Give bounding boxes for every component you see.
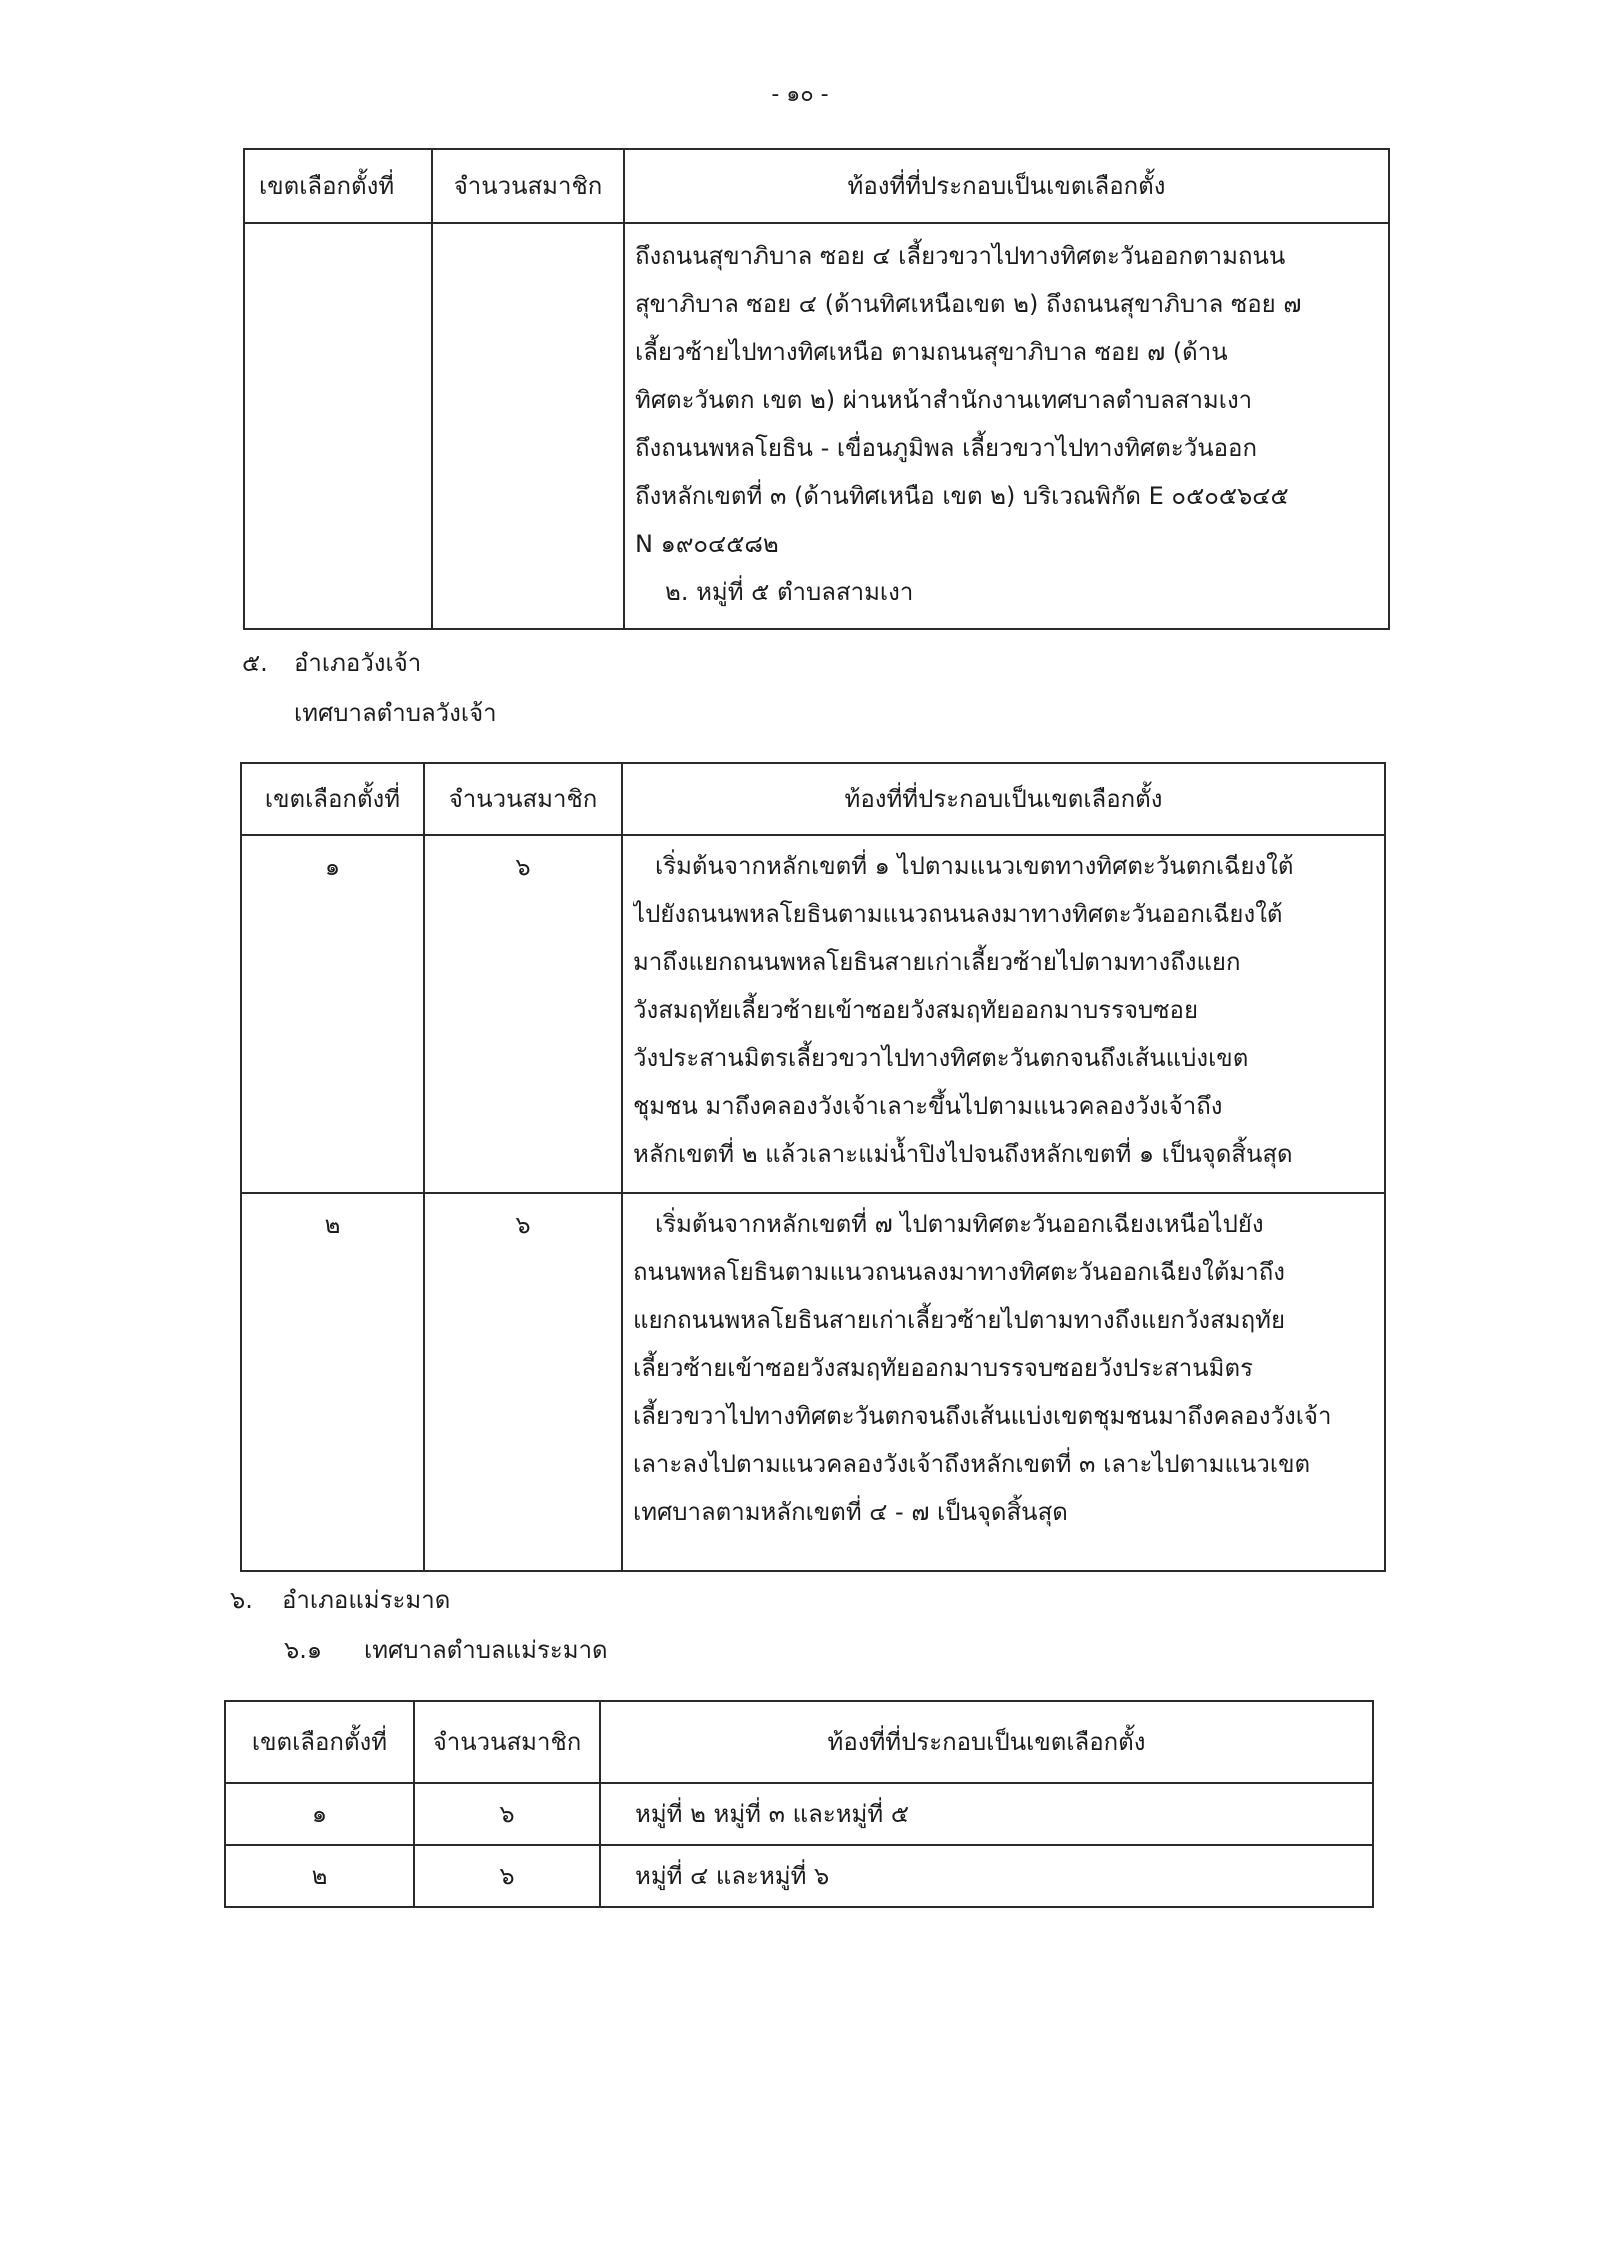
district-table-maeramat (224, 1700, 1374, 1908)
area-line: เลี้ยวซ้ายเข้าซอยวังสมฤทัยออกมาบรรจบซอยวังประสานมิตร (633, 1354, 1253, 1382)
header-area: ท้องที่ที่ประกอบเป็นเขตเลือกตั้ง (622, 763, 1385, 835)
district-cell: ๑ (225, 1783, 414, 1845)
section-number: ๕. (242, 649, 268, 677)
area-cell (622, 835, 1385, 1193)
district-cell: ๒ (241, 1193, 424, 1571)
area-line: วังสมฤทัยเลี้ยวซ้ายเข้าซอยวังสมฤทัยออกมาบรรจบซอย (633, 996, 1199, 1024)
district-cell: ๑ (241, 835, 424, 1193)
header-area: ท้องที่ที่ประกอบเป็นเขตเลือกตั้ง (624, 149, 1389, 223)
section-5-heading (242, 645, 421, 681)
district-cell: ๒ (225, 1845, 414, 1907)
members-cell: ๖ (424, 1193, 622, 1571)
area-line: แยกถนนพหลโยธินสายเก่าเลี้ยวซ้ายไปตามทางถึงแยกวังสมฤทัย (633, 1306, 1286, 1334)
table-header-row (244, 149, 1389, 223)
header-area: ท้องที่ที่ประกอบเป็นเขตเลือกตั้ง (600, 1701, 1373, 1783)
section-title: อำเภอแม่ระมาด (282, 1586, 451, 1614)
area-line: เลี้ยวซ้ายไปทางทิศเหนือ ตามถนนสุขาภิบาล ซอย ๗ (ด้าน (635, 338, 1228, 366)
members-cell: ๖ (424, 835, 622, 1193)
area-subitem: ๒. หมู่ที่ ๕ ตำบลสามเงา (665, 578, 914, 606)
area-line: ไปยังถนนพหลโยธินตามแนวถนนลงมาทางทิศตะวันออกเฉียงใต้ (633, 900, 1283, 928)
table-row (225, 1845, 1373, 1907)
area-line: วังประสานมิตรเลี้ยวขวาไปทางทิศตะวันตกจนถึงเส้นแบ่งเขต (633, 1044, 1249, 1072)
area-line: เลาะลงไปตามแนวคลองวังเจ้าถึงหลักเขตที่ ๓ เลาะไปตามแนวเขต (633, 1450, 1311, 1478)
table-row (225, 1783, 1373, 1845)
area-line: ถนนพหลโยธินตามแนวถนนลงมาทางทิศตะวันออกเฉียงใต้มาถึง (633, 1258, 1285, 1286)
section-title: อำเภอวังเจ้า (294, 649, 422, 677)
area-line: ชุมชน มาถึงคลองวังเจ้าเลาะขึ้นไปตามแนวคลองวังเจ้าถึง (633, 1092, 1223, 1120)
district-table-samngao (243, 148, 1390, 630)
area-line: สุขาภิบาล ซอย ๔ (ด้านทิศเหนือเขต ๒) ถึงถนนสุขาภิบาล ซอย ๗ (635, 290, 1302, 318)
area-line: ถึงถนนพหลโยธิน - เขื่อนภูมิพล เลี้ยวขวาไปทางทิศตะวันออก (635, 434, 1257, 462)
table-header-row (225, 1701, 1373, 1783)
header-members: จำนวนสมาชิก (424, 763, 622, 835)
table-row (241, 835, 1385, 1193)
area-line: N ๑๙๐๔๕๘๒ (635, 530, 779, 558)
header-district: เขตเลือกตั้งที่ (244, 149, 432, 223)
area-line: เลี้ยวขวาไปทางทิศตะวันตกจนถึงเส้นแบ่งเขตชุมชนมาถึงคลองวังเจ้า (633, 1402, 1332, 1430)
section-6-1-subheading (284, 1632, 608, 1668)
district-table-wangchao (240, 762, 1386, 1572)
subsection-title: เทศบาลตำบลแม่ระมาด (364, 1636, 608, 1664)
area-line: มาถึงแยกถนนพหลโยธินสายเก่าเลี้ยวซ้ายไปตามทางถึงแยก (633, 948, 1241, 976)
section-number: ๖. (230, 1586, 253, 1614)
area-line: หลักเขตที่ ๒ แล้วเลาะแม่น้ำปิงไปจนถึงหลักเขตที่ ๑ เป็นจุดสิ้นสุด (633, 1140, 1293, 1168)
area-line: เริ่มต้นจากหลักเขตที่ ๗ ไปตามทิศตะวันออกเฉียงเหนือไปยัง (655, 1210, 1264, 1238)
header-members: จำนวนสมาชิก (432, 149, 624, 223)
area-line: ทิศตะวันตก เขต ๒) ผ่านหน้าสำนักงานเทศบาลตำบลสามเงา (635, 386, 1253, 414)
area-cell (624, 223, 1389, 629)
table-row (244, 223, 1389, 629)
page-number: - ๑๐ - (771, 82, 829, 107)
area-line: ถึงหลักเขตที่ ๓ (ด้านทิศเหนือ เขต ๒) บริเวณพิกัด E ๐๕๐๕๖๔๕ (635, 482, 1289, 510)
area-line: เทศบาลตามหลักเขตที่ ๔ - ๗ เป็นจุดสิ้นสุด (633, 1498, 1068, 1526)
table-row (241, 1193, 1385, 1571)
members-cell: ๖ (414, 1845, 600, 1907)
area-line: ถึงถนนสุขาภิบาล ซอย ๔ เลี้ยวขวาไปทางทิศตะวันออกตามถนน (635, 242, 1286, 270)
district-cell (244, 223, 432, 629)
area-cell: หมู่ที่ ๒ หมู่ที่ ๓ และหมู่ที่ ๕ (600, 1783, 1373, 1845)
subsection-number: ๖.๑ (284, 1636, 323, 1664)
section-6-heading (230, 1582, 450, 1618)
header-members: จำนวนสมาชิก (414, 1701, 600, 1783)
header-district: เขตเลือกตั้งที่ (225, 1701, 414, 1783)
members-cell (432, 223, 624, 629)
section-5-subheading: เทศบาลตำบลวังเจ้า (294, 699, 497, 727)
members-cell: ๖ (414, 1783, 600, 1845)
table-header-row (241, 763, 1385, 835)
area-cell (622, 1193, 1385, 1571)
header-district: เขตเลือกตั้งที่ (241, 763, 424, 835)
area-line: เริ่มต้นจากหลักเขตที่ ๑ ไปตามแนวเขตทางทิศตะวันตกเฉียงใต้ (655, 852, 1294, 880)
area-cell: หมู่ที่ ๔ และหมู่ที่ ๖ (600, 1845, 1373, 1907)
